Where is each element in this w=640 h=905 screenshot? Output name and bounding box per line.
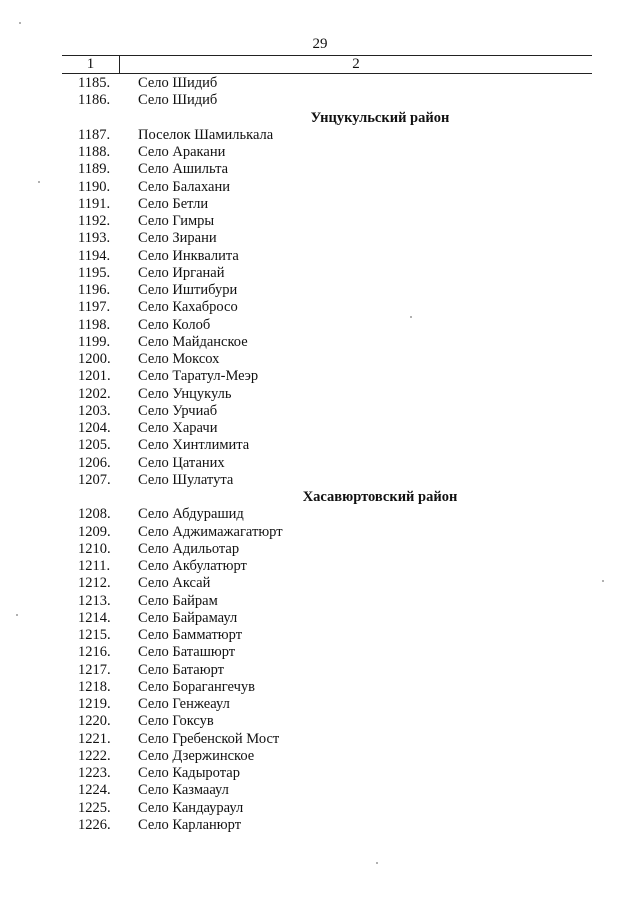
settlement-name: Село Унцукуль	[138, 385, 232, 402]
item-number: 1188.	[78, 144, 111, 160]
settlement-name: Село Дзержинское	[138, 747, 255, 764]
settlement-name: Село Генжеаул	[138, 696, 230, 712]
list-item	[0, 75, 640, 92]
item-number: 1223.	[78, 765, 111, 781]
settlement-name: Село Колоб	[138, 316, 211, 333]
list-item	[0, 644, 640, 661]
list-item	[0, 351, 640, 368]
district-heading	[0, 489, 640, 506]
list-item	[0, 541, 640, 558]
list-item	[0, 334, 640, 351]
settlement-name: Село Адильотар	[138, 540, 240, 557]
settlement-name: Село Аракани	[138, 144, 226, 160]
item-number: 1212.	[78, 575, 111, 592]
settlement-name: Село Ашильта	[138, 161, 229, 178]
settlement-name: Село Шидиб	[138, 75, 218, 91]
item-number: 1218.	[78, 678, 111, 695]
list-item	[0, 161, 640, 178]
item-number: 1219.	[78, 696, 111, 712]
list-item	[0, 817, 640, 834]
page-number: 29	[312, 36, 328, 52]
list-item	[0, 368, 640, 385]
item-number: 1209.	[78, 523, 111, 540]
settlement-name: Село Балахани	[138, 178, 230, 195]
list-item	[0, 248, 640, 265]
list-item	[0, 403, 640, 420]
item-number: 1190.	[78, 178, 111, 195]
settlement-name: Село Байрамаул	[138, 609, 238, 626]
item-number: 1225.	[78, 799, 111, 816]
list-item	[0, 575, 640, 592]
settlement-name: Село Гоксув	[138, 713, 214, 730]
settlement-name: Село Бамматюрт	[138, 627, 243, 643]
list-item	[0, 731, 640, 748]
settlement-name: Село Гребенской Мост	[138, 730, 280, 747]
list-item	[0, 713, 640, 730]
list-item	[0, 437, 640, 454]
settlement-name: Село Абдурашид	[138, 506, 244, 523]
item-number: 1201.	[78, 368, 111, 385]
settlement-name: Село Шидиб	[138, 92, 218, 109]
item-number: 1222.	[78, 747, 111, 764]
item-number: 1220.	[78, 713, 111, 730]
settlement-name: Село Баташюрт	[138, 644, 236, 661]
item-number: 1194.	[78, 247, 111, 264]
settlement-name: Село Батаюрт	[138, 661, 224, 678]
settlement-name: Село Таратул-Меэр	[138, 368, 259, 385]
settlement-name: Село Карланюрт	[138, 816, 242, 833]
item-number: 1205.	[78, 437, 111, 454]
item-number: 1211.	[78, 558, 111, 574]
item-number: 1204.	[78, 420, 111, 436]
district-heading	[0, 110, 640, 127]
item-number: 1210.	[78, 540, 111, 557]
item-number: 1224.	[78, 782, 111, 799]
settlement-name: Село Аджимажагатюрт	[138, 523, 283, 540]
item-number: 1216.	[78, 644, 111, 661]
list-item	[0, 386, 640, 403]
list-item	[0, 127, 640, 144]
list-item	[0, 627, 640, 644]
item-number: 1221.	[78, 730, 111, 747]
settlement-name: Село Кандаураул	[138, 799, 244, 816]
settlement-name: Село Инквалита	[138, 247, 239, 264]
item-number: 1196.	[78, 282, 111, 298]
list-item	[0, 213, 640, 230]
item-number: 1195.	[78, 264, 111, 281]
item-number: 1185.	[78, 75, 111, 91]
list-item	[0, 144, 640, 161]
settlement-name: Село Борагангечув	[138, 678, 256, 695]
list-item	[0, 800, 640, 817]
list-item	[0, 662, 640, 679]
list-item	[0, 558, 640, 575]
column-header-number: 1	[86, 56, 95, 72]
settlement-name: Село Кахабросо	[138, 299, 238, 316]
item-number: 1217.	[78, 661, 111, 678]
item-number: 1206.	[78, 454, 111, 471]
item-number: 1214.	[78, 609, 111, 626]
item-number: 1202.	[78, 385, 111, 402]
list-item	[0, 230, 640, 247]
item-number: 1191.	[78, 195, 111, 212]
list-item	[0, 92, 640, 109]
list-item	[0, 748, 640, 765]
settlement-name: Село Гимры	[138, 213, 215, 229]
item-number: 1186.	[78, 92, 111, 109]
list-item	[0, 782, 640, 799]
settlement-name: Село Майданское	[138, 333, 248, 350]
item-number: 1197.	[78, 299, 111, 316]
item-number: 1215.	[78, 627, 111, 643]
table-header	[62, 55, 592, 74]
district-title: Хасавюртовский район	[302, 489, 458, 505]
list-item	[0, 696, 640, 713]
settlement-name: Село Бетли	[138, 195, 209, 212]
settlement-name: Село Акбулатюрт	[138, 558, 247, 574]
list-item	[0, 420, 640, 437]
settlement-name: Поселок Шамилькала	[138, 126, 274, 143]
list-item	[0, 299, 640, 316]
list-item	[0, 282, 640, 299]
item-number: 1193.	[78, 230, 111, 247]
item-number: 1189.	[78, 161, 111, 178]
list-item	[0, 765, 640, 782]
list-item	[0, 196, 640, 213]
list-item	[0, 524, 640, 541]
item-number: 1226.	[78, 816, 111, 833]
list-item	[0, 179, 640, 196]
column-header-name: 2	[352, 56, 360, 72]
item-number: 1200.	[78, 351, 111, 367]
item-number: 1207.	[78, 471, 111, 488]
list-item	[0, 472, 640, 489]
settlement-name: Село Цатаних	[138, 454, 225, 471]
item-number: 1203.	[78, 402, 111, 419]
settlement-name: Село Урчиаб	[138, 402, 218, 419]
settlement-name: Село Зирани	[138, 230, 217, 247]
settlement-list	[0, 75, 640, 834]
item-number: 1208.	[78, 506, 111, 523]
item-number: 1199.	[78, 333, 111, 350]
list-item	[0, 593, 640, 610]
district-title: Унцукульский район	[310, 109, 450, 126]
list-item	[0, 317, 640, 334]
settlement-name: Село Казмааул	[138, 782, 229, 799]
settlement-name: Село Шулатута	[138, 471, 234, 488]
item-number: 1187.	[78, 126, 111, 143]
list-item	[0, 679, 640, 696]
settlement-name: Село Аксай	[138, 575, 211, 592]
item-number: 1213.	[78, 592, 111, 609]
item-number: 1192.	[78, 213, 111, 229]
list-item	[0, 610, 640, 627]
settlement-name: Село Байрам	[138, 592, 218, 609]
settlement-name: Село Кадыротар	[138, 765, 240, 781]
list-item	[0, 265, 640, 282]
list-item	[0, 455, 640, 472]
settlement-name: Село Ирганай	[138, 264, 225, 281]
item-number: 1198.	[78, 316, 111, 333]
settlement-name: Село Харачи	[138, 420, 218, 436]
settlement-name: Село Хинтлимита	[138, 437, 250, 454]
settlement-name: Село Моксох	[138, 351, 220, 367]
settlement-name: Село Иштибури	[138, 282, 238, 298]
list-item	[0, 506, 640, 523]
